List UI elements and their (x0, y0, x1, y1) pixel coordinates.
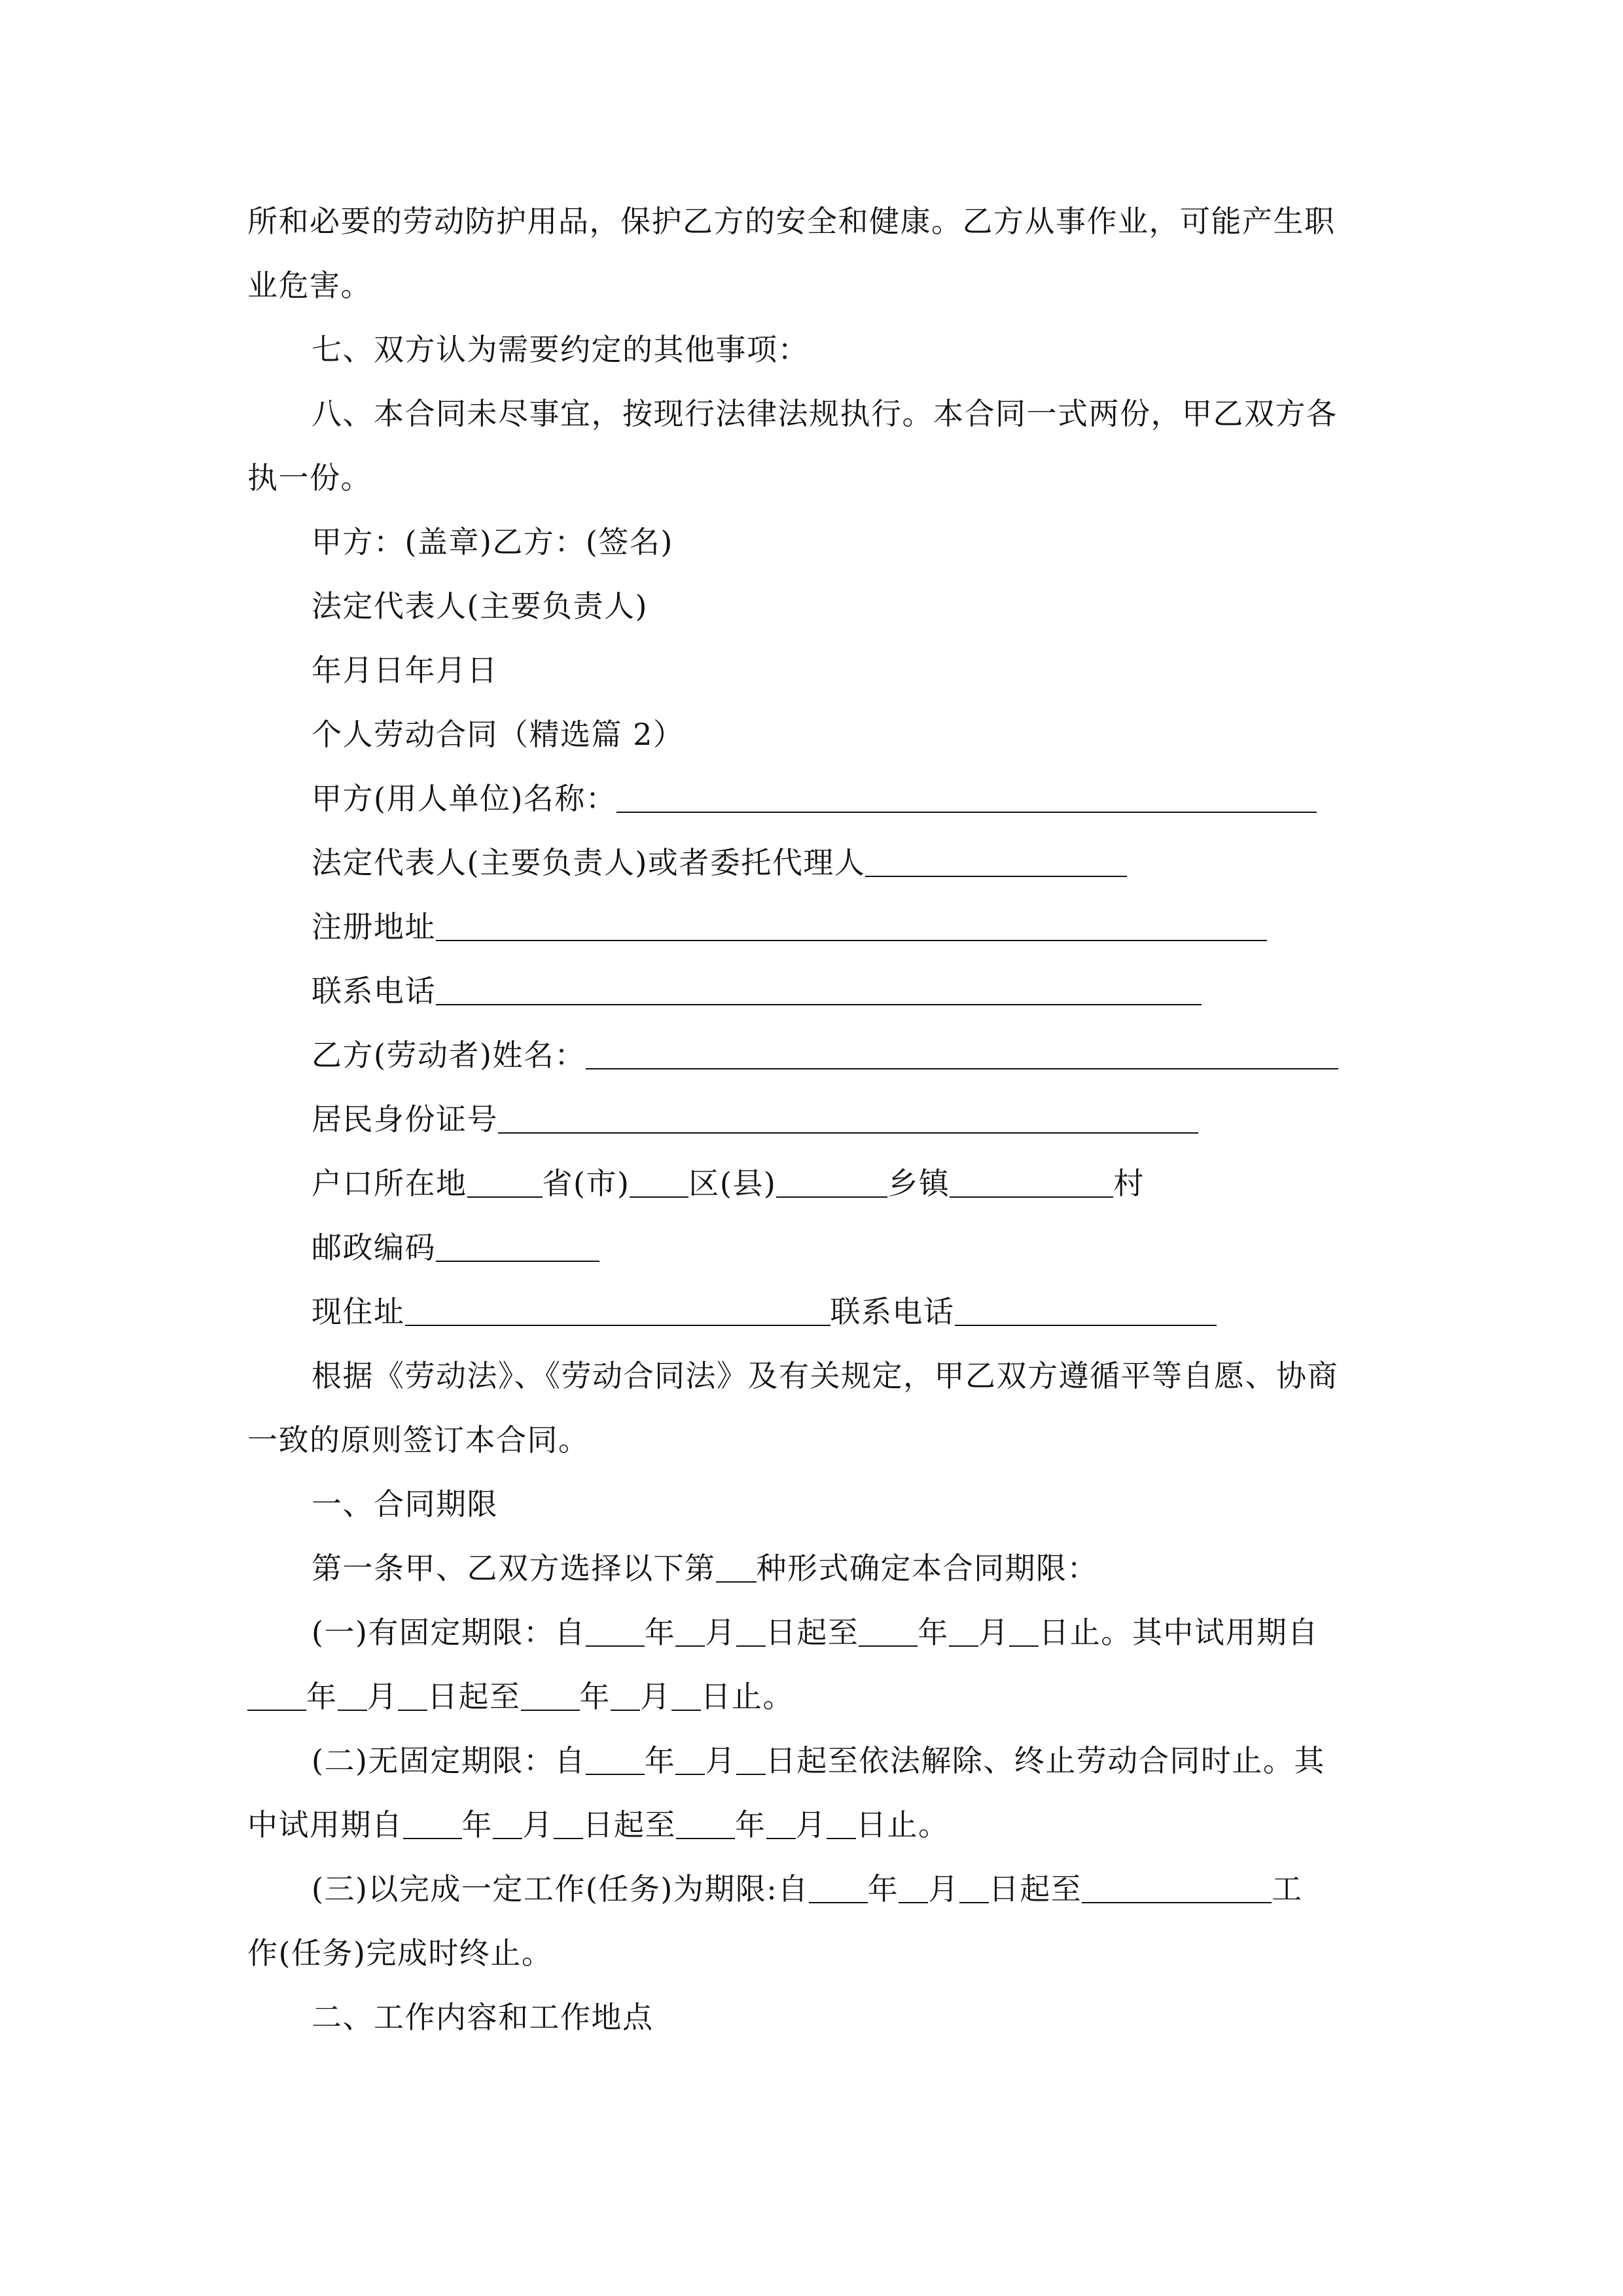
blank-line[interactable] (247, 1681, 306, 1711)
blank-line[interactable] (616, 783, 1317, 813)
clause-line: (二)无固定期限：自 年 月 日起至依法解除、终止劳动合同时止。其 (312, 1743, 1325, 1778)
blank-line[interactable] (403, 1809, 462, 1839)
blank-line[interactable] (611, 1681, 640, 1711)
blank-line[interactable] (521, 1681, 580, 1711)
text-line: 所和必要的劳动防护用品，保护乙方的安全和健康。乙方从事作业，可能产生职 (247, 204, 1336, 239)
signature-line: 甲方：(盖章)乙方：(签名) (312, 524, 673, 560)
blank-line[interactable] (554, 1809, 583, 1839)
blank-line[interactable] (586, 1745, 645, 1775)
blank-line[interactable] (398, 1681, 427, 1711)
text-line: 一致的原则签订本合同。 (247, 1422, 590, 1458)
blank-line[interactable] (675, 1745, 705, 1775)
text-line: 作(任务)完成时终止。 (247, 1935, 553, 1971)
text-line: 八、本合同未尽事宜，按现行法律法规执行。本合同一式两份，甲乙双方各 (312, 396, 1338, 431)
blank-line[interactable] (827, 1809, 856, 1839)
blank-line[interactable] (586, 1039, 1338, 1069)
blank-line[interactable] (950, 1168, 1113, 1198)
blank-line[interactable] (736, 1617, 766, 1647)
section-heading: 二、工作内容和工作地点 (312, 2000, 654, 2035)
blank-line[interactable] (809, 1873, 868, 1903)
blank-line[interactable] (1009, 1617, 1039, 1647)
blank-line[interactable] (859, 1617, 918, 1647)
form-field-current-address: 现住址 联系电话 (312, 1292, 1217, 1331)
blank-line[interactable] (1082, 1873, 1272, 1903)
blank-line[interactable] (675, 1617, 705, 1647)
form-field-household-address: 户口所在地 省(市) 区(县) 乡镇 村 (312, 1166, 1145, 1201)
blank-line[interactable] (959, 1873, 989, 1903)
form-field-registered-address: 注册地址 (312, 907, 1267, 946)
blank-line[interactable] (436, 1232, 599, 1262)
blank-line[interactable] (630, 1168, 688, 1198)
signature-line: 法定代表人(主要负责人) (312, 588, 648, 624)
blank-line[interactable] (736, 1745, 766, 1775)
form-field-id-number: 居民身份证号 (312, 1100, 1198, 1139)
blank-line[interactable] (676, 1809, 735, 1839)
blank-line[interactable] (949, 1617, 978, 1647)
date-line: 年月日年月日 (312, 653, 498, 688)
text-line: 执一份。 (247, 460, 372, 495)
blank-line[interactable] (405, 1296, 830, 1326)
blank-line[interactable] (865, 847, 1127, 877)
blank-line[interactable] (716, 1552, 757, 1583)
form-field-postal-code: 邮政编码 (312, 1228, 599, 1267)
text-line: 业危害。 (247, 268, 372, 303)
document-title: 个人劳动合同（精选篇 2） (312, 717, 685, 752)
blank-line[interactable] (467, 1168, 543, 1198)
blank-line[interactable] (498, 1103, 1198, 1134)
blank-line[interactable] (338, 1681, 367, 1711)
clause-line: (三)以完成一定工作(任务)为期限:自 年 月 日起至 工 (312, 1871, 1303, 1907)
form-field-employer-name: 甲方(用人单位)名称： (312, 779, 1317, 818)
section-heading: 七、双方认为需要约定的其他事项： (312, 332, 809, 367)
clause-line: 年 月 日起至 年 月 日止。 (247, 1677, 794, 1716)
blank-line[interactable] (671, 1681, 701, 1711)
section-heading: 一、合同期限 (312, 1486, 498, 1522)
form-field-legal-rep: 法定代表人(主要负责人)或者委托代理人 (312, 843, 1127, 882)
blank-line[interactable] (436, 975, 1202, 1005)
blank-line[interactable] (493, 1809, 522, 1839)
text-line: 根据《劳动法》、《劳动合同法》及有关规定，甲乙双方遵循平等自愿、协商 (312, 1358, 1338, 1393)
form-field-phone: 联系电话 (312, 971, 1202, 1011)
blank-line[interactable] (586, 1617, 645, 1647)
blank-line[interactable] (436, 911, 1267, 941)
blank-line[interactable] (766, 1809, 796, 1839)
form-field-employee-name: 乙方(劳动者)姓名： (312, 1035, 1338, 1075)
clause-line: (一)有固定期限：自 年 月 日起至 年 月 日止。其中试用期自 (312, 1615, 1319, 1650)
clause-line: 第一条甲、乙双方选择以下第 种形式确定本合同期限： (312, 1551, 1098, 1586)
blank-line[interactable] (899, 1873, 928, 1903)
blank-line[interactable] (776, 1168, 887, 1198)
blank-line[interactable] (955, 1296, 1217, 1326)
clause-line: 中试用期自 年 月 日起至 年 月 日止。 (247, 1807, 950, 1842)
